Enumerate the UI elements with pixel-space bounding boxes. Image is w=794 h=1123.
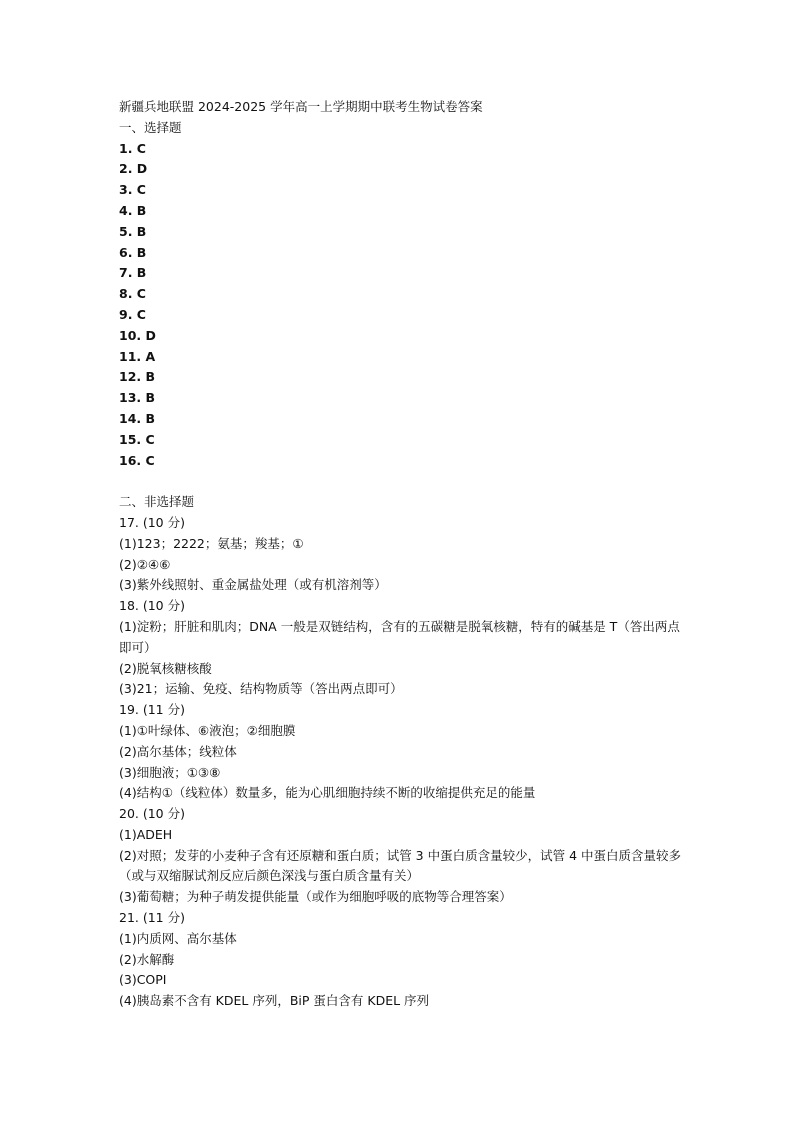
choice-answer: 13. B bbox=[119, 390, 156, 406]
choice-answer: 8. C bbox=[119, 286, 146, 302]
question-20-part-3: (3)葡萄糖；为种子萌发提供能量（或作为细胞呼吸的底物等合理答案） bbox=[119, 889, 512, 905]
question-18-heading: 18. (10 分) bbox=[119, 598, 185, 614]
question-18-part-3: (3)21；运输、免疫、结构物质等（答出两点即可） bbox=[119, 681, 403, 697]
question-21-part-4: (4)胰岛素不含有 KDEL 序列，BiP 蛋白含有 KDEL 序列 bbox=[119, 993, 430, 1009]
document-body bbox=[119, 97, 689, 1012]
question-17-part-3: (3)紫外线照射、重金属盐处理（或有机溶剂等） bbox=[119, 577, 387, 593]
question-21-heading: 21. (11 分) bbox=[119, 910, 185, 926]
choice-answer: 12. B bbox=[119, 369, 156, 385]
choice-answer: 16. C bbox=[119, 452, 155, 468]
question-18-part-2: (2)脱氧核糖核酸 bbox=[119, 660, 212, 676]
section-heading-multiple-choice: 一、选择题 bbox=[119, 119, 182, 135]
choice-answer: 14. B bbox=[119, 410, 156, 426]
document-title: 新疆兵地联盟 2024-2025 学年高一上学期期中联考生物试卷答案 bbox=[119, 99, 483, 114]
question-19-part-1: (1)①叶绿体、⑥液泡；②细胞膜 bbox=[119, 722, 296, 738]
question-21-part-3: (3)COPI bbox=[119, 972, 167, 988]
question-20-part-2: (2)对照；发芽的小麦种子含有还原糖和蛋白质；试管 3 中蛋白质含量较少，试管 4 中蛋白质含量较多（或与双缩脲试剂反应后颜色深浅与蛋白质含量有关） bbox=[119, 847, 682, 884]
choice-answer: 11. A bbox=[119, 348, 156, 364]
question-17-heading: 17. (10 分) bbox=[119, 514, 185, 530]
question-19-part-2: (2)高尔基体；线粒体 bbox=[119, 743, 237, 759]
choice-answer: 10. D bbox=[119, 327, 156, 343]
question-19-part-3: (3)细胞液；①③⑧ bbox=[119, 764, 221, 780]
question-21-part-2: (2)水解酶 bbox=[119, 951, 175, 967]
choice-answer: 5. B bbox=[119, 223, 147, 239]
question-20-heading: 20. (10 分) bbox=[119, 806, 185, 822]
choice-answer: 1. C bbox=[119, 140, 146, 156]
choice-answer: 15. C bbox=[119, 431, 155, 447]
question-18-part-1: (1)淀粉；肝脏和肌肉；DNA 一般是双链结构，含有的五碳糖是脱氧核糖，特有的碱基是 T（答出两点即可） bbox=[119, 618, 680, 655]
choice-answer: 6. B bbox=[119, 244, 147, 260]
question-21-part-1: (1)内质网、高尔基体 bbox=[119, 930, 237, 946]
question-19-part-4: (4)结构①（线粒体）数量多，能为心肌细胞持续不断的收缩提供充足的能量 bbox=[119, 785, 536, 801]
question-20-part-1: (1)ADEH bbox=[119, 826, 173, 842]
question-17-part-2: (2)②④⑥ bbox=[119, 556, 171, 572]
choice-answer: 3. C bbox=[119, 182, 146, 198]
question-17-part-1: (1)123；2222；氨基；羧基；① bbox=[119, 535, 304, 551]
choice-answer: 4. B bbox=[119, 202, 147, 218]
section-heading-non-choice: 二、非选择题 bbox=[119, 494, 195, 510]
question-19-heading: 19. (11 分) bbox=[119, 702, 185, 718]
choice-answer: 2. D bbox=[119, 161, 148, 177]
choice-answer: 7. B bbox=[119, 265, 147, 281]
choice-answer: 9. C bbox=[119, 306, 146, 322]
spacer bbox=[119, 471, 689, 492]
